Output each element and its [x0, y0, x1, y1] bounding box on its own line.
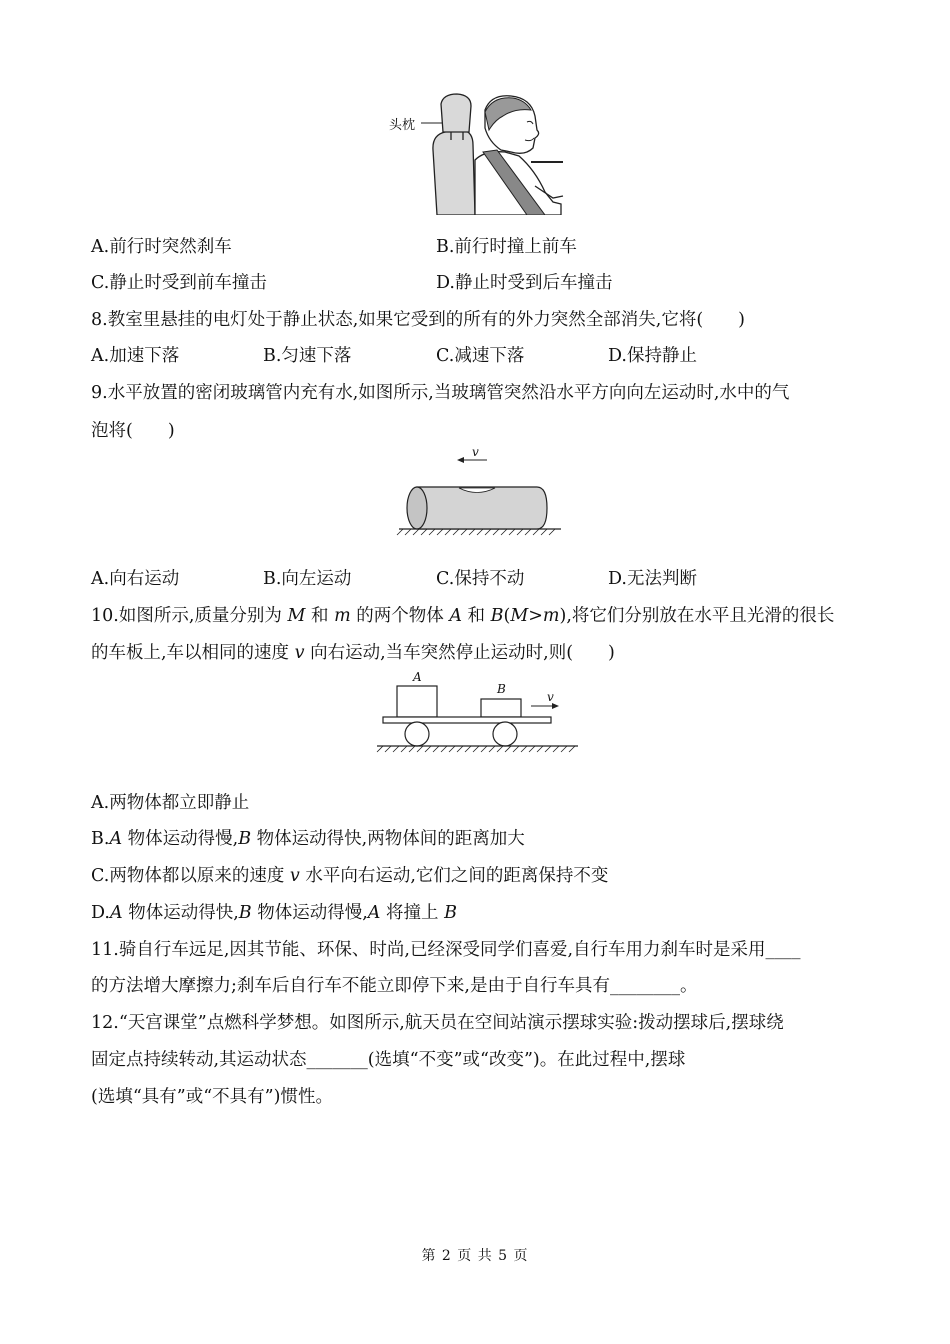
q10-option-b: B.A 物体运动得慢,B 物体运动得快,两物体间的距离加大 — [91, 829, 525, 849]
page-footer: 第 2 页 共 5 页 — [421, 1248, 529, 1264]
cart-figure — [375, 670, 580, 755]
cart-label-v: v — [547, 690, 554, 704]
q10-stem-line2: 的车板上,车以相同的速度 v 向右运动,当车突然停止运动时,则( ) — [91, 643, 615, 663]
q9-option-c: C.保持不动 — [436, 569, 525, 589]
q8-option-d: D.保持静止 — [608, 346, 697, 366]
cart-label-b: B — [497, 682, 506, 696]
q11-line1: 11.骑自行车远足,因其节能、环保、时尚,已经深受同学们喜爱,自行车用力刹车时是采用____ — [91, 940, 801, 960]
q9-stem-line1: 9.水平放置的密闭玻璃管内充有水,如图所示,当玻璃管突然沿水平方向向左运动时,水中的气 — [91, 383, 790, 403]
q8-option-c: C.减速下落 — [436, 346, 525, 366]
q8-stem: 8.教室里悬挂的电灯处于静止状态,如果它受到的所有的外力突然全部消失,它将( ) — [91, 310, 745, 330]
q7-option-b: B.前行时撞上前车 — [436, 237, 577, 257]
q9-option-a: A.向右运动 — [91, 569, 180, 589]
glass-tube-figure — [395, 445, 565, 540]
q8-option-b: B.匀速下落 — [263, 346, 352, 366]
q12-line1: 12.“天宫课堂”点燃科学梦想。如图所示,航天员在空间站演示摆球实验:拨动摆球后,摆球绕 — [91, 1013, 784, 1033]
q10-option-a: A.两物体都立即静止 — [91, 793, 250, 813]
q9-option-b: B.向左运动 — [263, 569, 352, 589]
headrest-figure — [385, 90, 565, 215]
q10-option-d: D.A 物体运动得快,B 物体运动得慢,A 将撞上 B — [91, 903, 457, 923]
headrest-label: 头枕 — [389, 118, 416, 133]
q10-stem-line1: 10.如图所示,质量分别为 M 和 m 的两个物体 A 和 B(M>m),将它们分别放在水平且光滑的很长 — [91, 606, 835, 626]
q7-option-d: D.静止时受到后车撞击 — [436, 273, 613, 293]
q9-velocity-label: v — [472, 445, 479, 459]
q9-stem-line2: 泡将( ) — [91, 421, 175, 441]
q11-line2: 的方法增大摩擦力;刹车后自行车不能立即停下来,是由于自行车具有________。 — [91, 976, 698, 996]
cart-label-a: A — [413, 670, 422, 684]
q12-line2: 固定点持续转动,其运动状态_______(选填“不变”或“改变”)。在此过程中,摆球 — [91, 1050, 686, 1070]
q7-option-c: C.静止时受到前车撞击 — [91, 273, 267, 293]
q12-line3: (选填“具有”或“不具有”)惯性。 — [91, 1087, 333, 1107]
q9-option-d: D.无法判断 — [608, 569, 697, 589]
q7-option-a: A.前行时突然刹车 — [91, 237, 232, 257]
q10-option-c: C.两物体都以原来的速度 v 水平向右运动,它们之间的距离保持不变 — [91, 866, 609, 886]
q8-option-a: A.加速下落 — [91, 346, 180, 366]
